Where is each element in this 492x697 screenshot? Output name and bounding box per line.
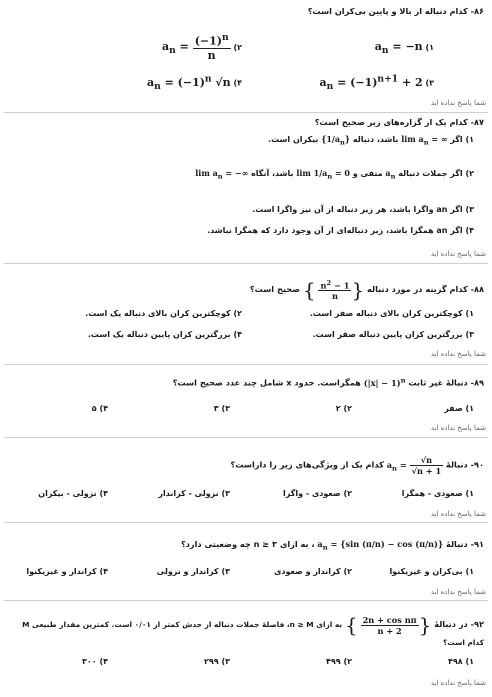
question-86-stem: ۸۶- کدام دنباله از بالا و پایین بی‌کران است؟ — [307, 6, 484, 16]
divider — [4, 600, 488, 601]
q86-option-1[interactable]: ۱) $a_n = -n$ — [374, 40, 434, 57]
divider — [4, 263, 488, 264]
q89-option-1[interactable]: ۱) صفر — [444, 404, 474, 413]
question-91-stem: ۹۱- دنبالهٔ $a_n = \{\sin$ (π/n) − cos (π/n)} ، به ازای n ≥ ۳ چه وضعیتی دارد؟ — [180, 539, 484, 552]
q92-not-answered: شما پاسخ نداده اید — [430, 679, 486, 687]
q91-option-4[interactable]: ۴) کراندار و غیریکنوا — [26, 567, 108, 576]
q86-option-3[interactable]: ۳) $a_n = (-1)^{n+1} + 2$ — [319, 73, 434, 92]
divider — [4, 522, 488, 523]
divider — [4, 112, 488, 113]
q87-option-2[interactable]: ۲) اگر جملات دنباله $a_n$ منفی و $\lim 1/a_n = 0$ باشد، آنگاه $\lim a_n$ = −∞ — [195, 168, 474, 181]
q87-option-4[interactable]: ۴) اگر an همگرا باشد، زیر دنباله‌ای از آن وجود دارد که همگرا نباشد. — [207, 226, 474, 235]
question-88-stem: ۸۸- کدام گزینه در مورد دنباله { $\frac{n^2 - 1}{n}$ } صحیح است؟ — [249, 278, 484, 302]
q87-not-answered: شما پاسخ نداده اید — [430, 250, 486, 258]
q89-option-3[interactable]: ۳) ۳ — [213, 404, 230, 413]
q86-option-2[interactable]: ۲) $a_n$ = $\frac{(-1)^n}{n}$ — [162, 32, 242, 62]
q92-option-1[interactable]: ۱) ۴۹۸ — [448, 657, 474, 666]
q92-option-3[interactable]: ۳) ۲۹۹ — [204, 657, 230, 666]
q91-option-2[interactable]: ۲) کراندار و صعودی — [274, 567, 352, 576]
q90-option-4[interactable]: ۴) نزولی - بیکران — [38, 489, 108, 498]
q91-option-3[interactable]: ۳) کراندار و نزولی — [156, 567, 230, 576]
q89-not-answered: شما پاسخ نداده اید — [430, 424, 486, 432]
q90-option-3[interactable]: ۳) نزولی - کراندار — [158, 489, 230, 498]
q88-not-answered: شما پاسخ نداده اید — [430, 350, 486, 358]
q87-option-3[interactable]: ۳) اگر an واگرا باشد، هر زیر دنباله از آن نیز واگرا است. — [252, 205, 474, 214]
q88-option-3[interactable]: ۳) بزرگترین کران پایین دنباله صفر است. — [312, 330, 474, 339]
q86-option-4[interactable]: ۴) $a_n = (-1)^n$ √n — [146, 73, 242, 92]
divider — [4, 437, 488, 438]
q88-option-2[interactable]: ۲) کوچکترین کران بالای دنباله یک است. — [85, 309, 242, 318]
question-90-stem: ۹۰- دنبالهٔ $a_n$ = $\frac{√n}{√n + 1}$ کدام یک از ویژگی‌های زیر را داراست؟ — [230, 455, 484, 476]
q90-not-answered: شما پاسخ نداده اید — [430, 510, 486, 518]
q88-option-4[interactable]: ۴) بزرگترین کران پایین دنباله یک است. — [87, 330, 242, 339]
q87-option-1[interactable]: ۱) اگر $\lim a_n$ = ∞ باشد، دنباله $\{1/a_n\}$ بیکران است. — [268, 134, 474, 147]
q90-option-1[interactable]: ۱) صعودی - همگرا — [401, 489, 474, 498]
divider — [4, 364, 488, 365]
question-89-stem: ۸۹- دنبالهٔ غیر ثابت $(|x| - 1)^n$ همگراست. حدود x شامل چند عدد صحیح است؟ — [172, 376, 484, 388]
q89-option-2[interactable]: ۲) ۲ — [335, 404, 352, 413]
q91-option-1[interactable]: ۱) بی‌کران و غیریکنوا — [389, 567, 474, 576]
q91-not-answered: شما پاسخ نداده اید — [430, 588, 486, 596]
question-87-stem: ۸۷- کدام یک از گزاره‌های زیر صحیح است؟ — [314, 117, 484, 127]
q92-option-4[interactable]: ۴) ۳۰۰ — [82, 657, 108, 666]
q90-option-2[interactable]: ۲) صعودی - واگرا — [282, 489, 352, 498]
q86-not-answered: شما پاسخ نداده اید — [430, 99, 486, 107]
q88-option-1[interactable]: ۱) کوچکترین کران بالای دنباله صفر است. — [309, 309, 474, 318]
q89-option-4[interactable]: ۴) ۵ — [91, 404, 108, 413]
q92-option-2[interactable]: ۲) ۴۹۹ — [326, 657, 352, 666]
question-92-stem: ۹۲- در دنبالهٔ { $\frac{\text{2n + cos nπ}}{n + 2}$ } به ازای n ≥ M، فاصلهٔ جملات دنباله از حدش کمتر از ۰/۰۱ است. کمترین مقدار طبیعی M کدام است؟ — [22, 613, 484, 647]
